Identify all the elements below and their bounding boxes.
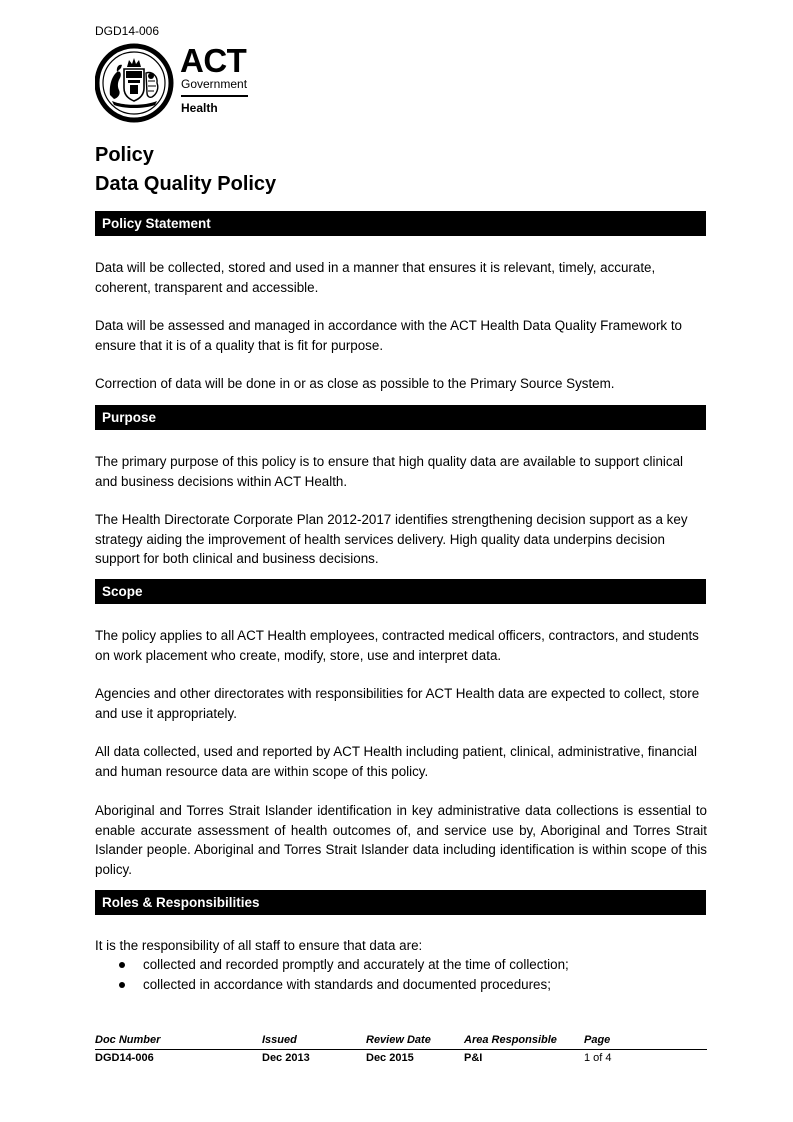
section-heading-purpose: Purpose [95, 405, 706, 430]
list-item [95, 975, 707, 995]
footer-doc-number: DGD14-006 [95, 1052, 154, 1064]
footer-page-number: 1 of 4 [584, 1052, 612, 1064]
purpose-paragraph: The primary purpose of this policy is to ensure that high quality data are available to support clinical and business decisions within ACT Health. [95, 454, 684, 489]
footer-divider [95, 1049, 707, 1050]
document-title: Data Quality Policy [95, 173, 277, 195]
policy-statement-paragraph: Data will be assessed and managed in accordance with the ACT Health Data Quality Framework to ensure that it is of a quality that is fit for purpose. [95, 318, 683, 353]
policy-statement-paragraph: Correction of data will be done in or as close as possible to the Primary Source System. [95, 376, 615, 391]
list-item-text: collected and recorded promptly and accurately at the time of collection; [143, 957, 569, 972]
footer-header-review-date: Review Date [366, 1034, 431, 1046]
footer-header-doc-number: Doc Number [95, 1034, 161, 1046]
bullet-icon [119, 962, 125, 968]
document-code: DGD14-006 [95, 24, 160, 38]
bullet-icon [119, 982, 125, 988]
footer-header-page: Page [584, 1034, 611, 1046]
footer-issued: Dec 2013 [262, 1052, 310, 1064]
footer-header-issued: Issued [262, 1034, 297, 1046]
logo-act-text: ACT [180, 42, 247, 79]
scope-paragraph: All data collected, used and reported by ACT Health including patient, clinical, administrative, financial and human resource data are within scope of this policy. [95, 744, 697, 779]
section-heading-scope: Scope [95, 579, 706, 604]
logo-government-text: Government [181, 77, 248, 91]
document-footer [95, 1034, 707, 1070]
logo-health-text: Health [181, 101, 218, 115]
roles-intro: It is the responsibility of all staff to ensure that data are: [95, 938, 423, 953]
footer-review-date: Dec 2015 [366, 1052, 414, 1064]
act-health-logo [95, 43, 255, 123]
purpose-paragraph: The Health Directorate Corporate Plan 2012-2017 identifies strengthening decision support as a key strategy aiding the improvement of health services delivery. High quality data underpins decision support for both clinical and business decisions. [95, 512, 688, 566]
section-heading-roles: Roles & Responsibilities [95, 890, 706, 915]
footer-area: P&I [464, 1052, 483, 1064]
scope-paragraph: Aboriginal and Torres Strait Islander identification in key administrative data collections is essential to enable accurate assessment of health outcomes of, and service use by, Aboriginal and Torres Strait Islander people. Aboriginal and Torres Strait Islander data including identification is within scope of this policy. [95, 803, 707, 877]
section-heading-policy-statement: Policy Statement [95, 211, 706, 236]
scope-paragraph: The policy applies to all ACT Health employees, contracted medical officers, contractors, and students on work placement who create, modify, store, use and interpret data. [95, 628, 699, 663]
coat-of-arms-icon [95, 43, 175, 123]
policy-statement-paragraph: Data will be collected, stored and used in a manner that ensures it is relevant, timely, accurate, coherent, transparent and accessible. [95, 260, 656, 295]
list-item-text: collected in accordance with standards and documented procedures; [143, 976, 551, 992]
scope-paragraph: Agencies and other directorates with responsibilities for ACT Health data are expected to collect, store and use it appropriately. [95, 686, 700, 721]
document-type-title: Policy [95, 144, 154, 166]
footer-header-area: Area Responsible [464, 1034, 557, 1046]
logo-divider [181, 95, 248, 97]
responsibilities-list [95, 955, 707, 994]
list-item [95, 955, 707, 975]
